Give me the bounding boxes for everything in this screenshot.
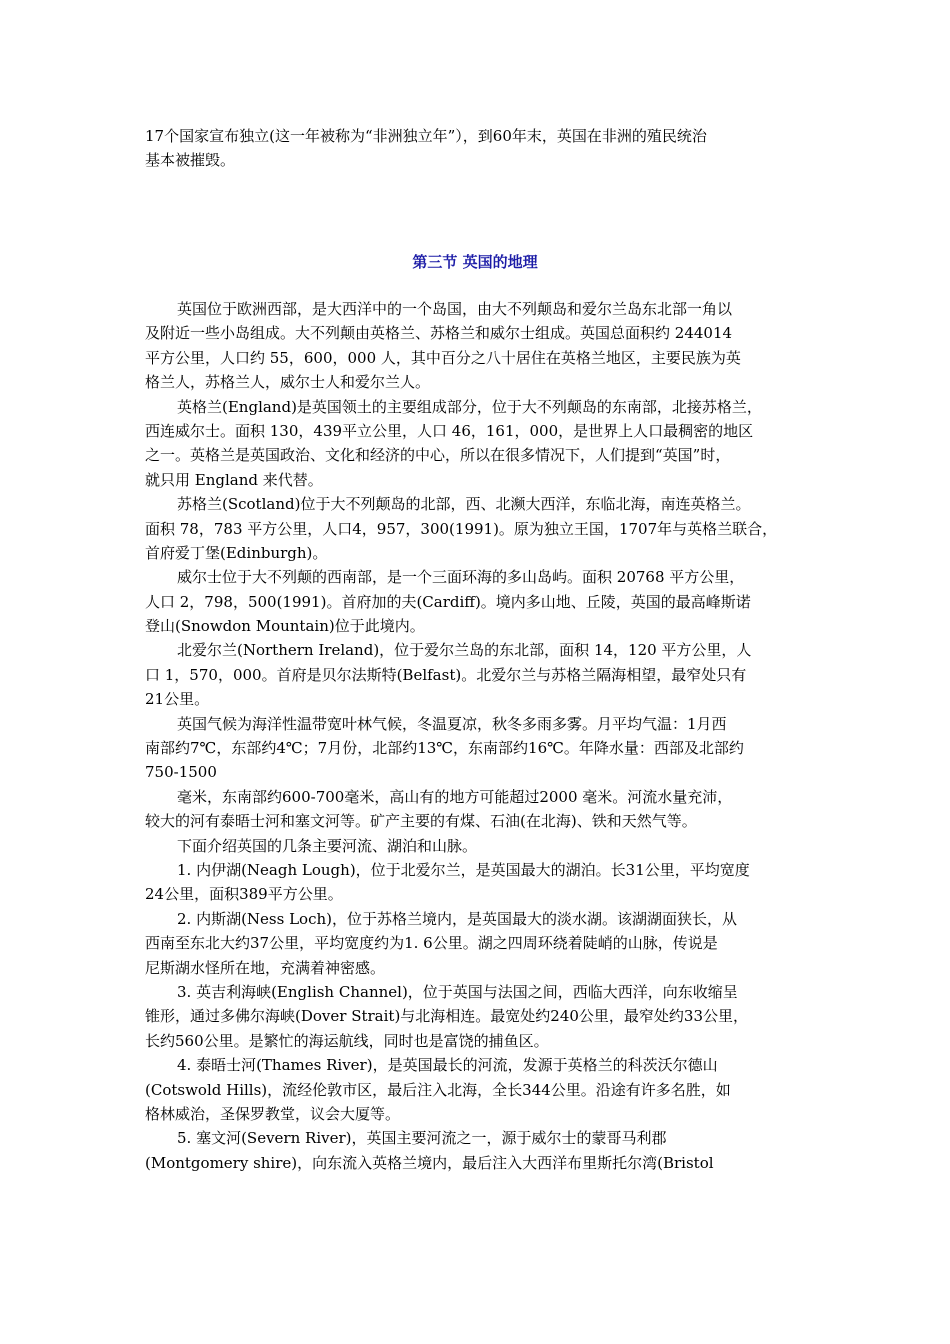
text-line: 格兰人，苏格兰人，威尔士人和爱尔兰人。 [145, 373, 431, 392]
text-line: 北爱尔兰(Northern Ireland)，位于爱尔兰岛的东北部，面积 14，120 平方公里，人 [177, 641, 752, 660]
section-heading: 第三节 英国的地理 [412, 253, 538, 271]
text-line: 基本被摧毁。 [145, 151, 236, 170]
text-line: 750-1500 [145, 763, 217, 782]
text-line: 17个国家宣布独立(这一年被称为“非洲独立年”），到60年末，英国在非洲的殖民统治 [145, 127, 707, 145]
text-line: 格林威治，圣保罗教堂，议会大厦等。 [145, 1104, 401, 1123]
text-line: 及附近一些小岛组成。大不列颠由英格兰、苏格兰和威尔士组成。英国总面积约 244014 [145, 324, 733, 343]
text-line: 西南至东北大约37公里，平均宽度约为1. 6公里。湖之四周环绕着陡峭的山脉，传说是 [145, 934, 718, 953]
section-body [145, 297, 817, 1175]
list-item-line: 4. 泰晤士河(Thames River)，是英国最长的河流，发源于英格兰的科茨沃尔德山 [177, 1056, 718, 1075]
text-line: 英格兰(England)是英国领土的主要组成部分，位于大不列颠岛的东南部，北接苏格兰， [177, 397, 762, 416]
text-line: 英国位于欧洲西部，是大西洋中的一个岛国，由大不列颠岛和爱尔兰岛东北部一角以 [177, 300, 733, 318]
text-line: 人口 2，798，500(1991)。首府加的夫(Cardiff)。境内多山地、丘陵，英国的最高峰斯诺 [145, 592, 751, 611]
text-line: 首府爱丁堡(Edinburgh)。 [145, 543, 328, 562]
list-item-line: 1. 内伊湖(Neagh Lough)，位于北爱尔兰，是英国最大的湖泊。长31公里，平均宽度 [177, 860, 750, 879]
text-line: 平方公里，人口约 55，600，000 人，其中百分之八十居住在英格兰地区，主要民族为英 [145, 348, 741, 367]
list-item-line: 3. 英吉利海峡(English Channel)，位于英国与法国之间，西临大西洋，向东收缩呈 [177, 982, 738, 1001]
text-line: 登山(Snowdon Mountain)位于此境内。 [145, 617, 425, 636]
text-line: 西连威尔士。面积 130，439平立公里，人口 46，161，000，是世界上人口最稠密的地区 [145, 421, 754, 440]
text-line: 威尔士位于大不列颠的西南部，是一个三面环海的多山岛屿。面积 20768 平方公里， [177, 568, 745, 587]
text-line: 24公里，面积389平方公里。 [145, 885, 343, 904]
text-line: 面积 78，783 平方公里，人口4，957，300(1991)。原为独立王国，1707年与英格兰联合， [145, 519, 778, 538]
text-line: 口 1，570，000。首府是贝尔法斯特(Belfast)。北爱尔兰与苏格兰隔海相望，最窄处只有 [145, 665, 747, 684]
text-line: (Montgomery shire)，向东流入英格兰境内，最后注入大西洋布里斯托尔湾(Bristol [145, 1153, 714, 1172]
text-line: 长约560公里。是繁忙的海运航线，同时也是富饶的捕鱼区。 [145, 1031, 549, 1050]
text-line: 之一。英格兰是英国政治、文化和经济的中心，所以在很多情况下，人们提到“英国”时， [145, 446, 731, 465]
text-line: 苏格兰(Scotland)位于大不列颠岛的北部，西、北濒大西洋，东临北海，南连英格兰。 [177, 495, 751, 514]
text-line: 英国气候为海洋性温带宽叶林气候，冬温夏凉，秋冬多雨多雾。月平均气温：1月西 [177, 714, 727, 733]
text-line: 21公里。 [145, 690, 210, 709]
list-item-line: 5. 塞文河(Severn River)，英国主要河流之一，源于威尔士的蒙哥马利郡 [177, 1129, 667, 1148]
text-line: 就只用 England 来代替。 [145, 470, 323, 489]
text-line: (Cotswold Hills)，流经伦敦市区，最后注入北海，全长344公里。沿途有许多名胜，如 [145, 1080, 731, 1099]
text-line: 毫米，东南部约600-700毫米，高山有的地方可能超过2000 毫米。河流水量充沛， [177, 787, 733, 806]
text-line: 南部约7℃，东部约4℃；7月份，北部约13℃，东南部约16℃。年降水量：西部及北部约 [145, 739, 744, 758]
text-line: 较大的河有泰晤士河和塞文河等。矿产主要的有煤、石油(在北海)、铁和天然气等。 [145, 812, 697, 831]
intro-paragraph [145, 124, 817, 173]
text-line: 下面介绍英国的几条主要河流、湖泊和山脉。 [177, 836, 478, 855]
text-line: 尼斯湖水怪所在地，充满着神密感。 [145, 958, 386, 977]
text-line: 锥形，通过多佛尔海峡(Dover Strait)与北海相连。最宽处约240公里，最窄处约33公里， [145, 1007, 749, 1026]
list-item-line: 2. 内斯湖(Ness Loch)，位于苏格兰境内，是英国最大的淡水湖。该湖湖面狭长，从 [177, 909, 738, 928]
